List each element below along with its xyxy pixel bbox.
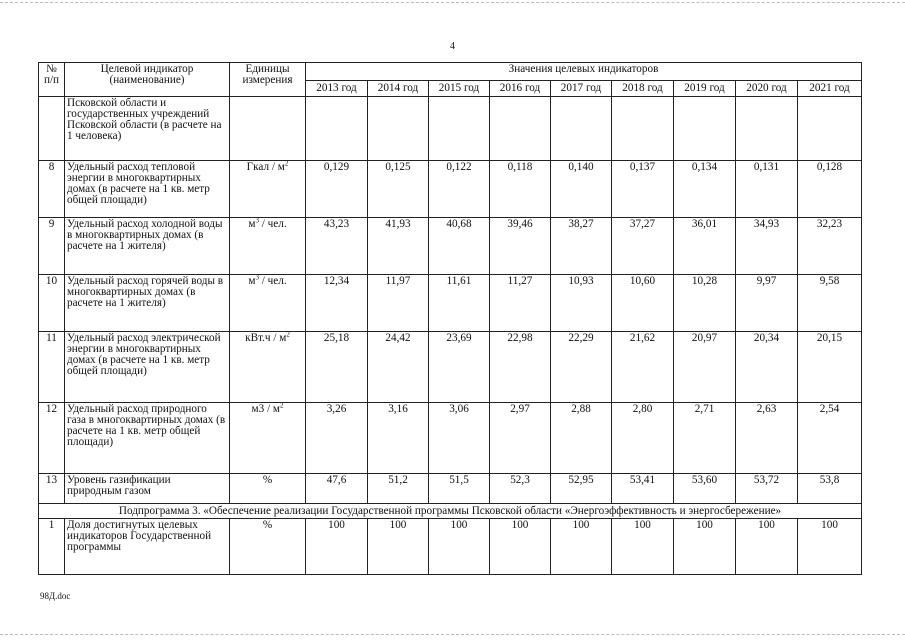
value-cell: 21,62: [612, 332, 674, 403]
indicator-name: Удельный расход природного газа в многоквартирных домах (в расчете на 1 кв. метр общей площади): [65, 403, 230, 474]
unit-text: Гкал / м: [246, 161, 285, 173]
unit-text: м3 / м: [251, 403, 280, 415]
value-cell: 0,134: [674, 161, 736, 218]
value-cell: 0,140: [551, 161, 612, 218]
value-cell: [306, 97, 368, 161]
row-number: 13: [39, 474, 65, 504]
value-cell: 20,97: [674, 332, 736, 403]
value-cell: 100: [736, 519, 798, 575]
indicator-name: Удельный расход горячей воды в многоквартирных домах (в расчете на 1 жителя): [65, 275, 230, 332]
value-cell: 51,5: [429, 474, 490, 504]
value-cell: 53,72: [736, 474, 798, 504]
value-cell: 2,88: [551, 403, 612, 474]
table-row: [39, 275, 862, 332]
value-cell: 10,93: [551, 275, 612, 332]
value-cell: 100: [490, 519, 551, 575]
table-row: [39, 161, 862, 218]
value-cell: 22,98: [490, 332, 551, 403]
unit-cell: %: [230, 519, 306, 575]
value-cell: 2,71: [674, 403, 736, 474]
value-cell: 38,27: [551, 218, 612, 275]
value-cell: 3,16: [368, 403, 429, 474]
header-year: 2020 год: [736, 81, 798, 97]
value-cell: 2,54: [798, 403, 862, 474]
indicators-table: [38, 62, 862, 575]
value-cell: 11,61: [429, 275, 490, 332]
value-cell: 20,34: [736, 332, 798, 403]
header-year: 2015 год: [429, 81, 490, 97]
unit-text: м: [248, 275, 256, 287]
header-year: 2016 год: [490, 81, 551, 97]
value-cell: 0,137: [612, 161, 674, 218]
value-cell: 0,131: [736, 161, 798, 218]
value-cell: 24,42: [368, 332, 429, 403]
indicator-name: Удельный расход холодной воды в многоквартирных домах (в расчете на 1 жителя): [65, 218, 230, 275]
value-cell: 10,60: [612, 275, 674, 332]
unit-cell: [230, 332, 306, 403]
value-cell: [490, 97, 551, 161]
value-cell: 0,125: [368, 161, 429, 218]
value-cell: 9,58: [798, 275, 862, 332]
row-number: [39, 97, 65, 161]
value-cell: 100: [368, 519, 429, 575]
header-year: 2019 год: [674, 81, 736, 97]
unit-tail: / чел.: [258, 218, 287, 230]
row-number: 1: [39, 519, 65, 575]
header-year: 2014 год: [368, 81, 429, 97]
value-cell: 39,46: [490, 218, 551, 275]
value-cell: [612, 97, 674, 161]
subprogram-title: Подпрограмма 3. «Обеспечение реализации Государственной программы Псковской области «Энергоэффективность и энергосбережение»: [39, 504, 862, 519]
table-row: [39, 403, 862, 474]
page-number: 4: [450, 41, 455, 52]
table-row: [39, 97, 862, 161]
value-cell: 43,23: [306, 218, 368, 275]
unit-superscript: 2: [279, 402, 284, 410]
value-cell: 100: [551, 519, 612, 575]
value-cell: [429, 97, 490, 161]
value-cell: 0,122: [429, 161, 490, 218]
value-cell: [798, 97, 862, 161]
subprogram-row: [39, 504, 862, 519]
unit-cell: [230, 474, 306, 504]
footer-filename: 98Д.doc: [40, 591, 71, 601]
row-number: 9: [39, 218, 65, 275]
value-cell: 37,27: [612, 218, 674, 275]
row-number: 8: [39, 161, 65, 218]
unit-cell: [230, 97, 306, 161]
indicator-name: Удельный расход тепловой энергии в многоквартирных домах (в расчете на 1 кв. метр общей площади): [65, 161, 230, 218]
unit-text: кВт.ч / м: [245, 332, 287, 344]
unit-tail: / чел.: [258, 275, 287, 287]
unit-text: %: [262, 474, 273, 486]
value-cell: 47,6: [306, 474, 368, 504]
indicator-name: Псковской области и государственных учреждений Псковской области (в расчете на 1 человека): [65, 97, 230, 161]
value-cell: [368, 97, 429, 161]
value-cell: 12,34: [306, 275, 368, 332]
table-row: [39, 332, 862, 403]
header-values-group: Значения целевых индикаторов: [306, 63, 862, 81]
value-cell: 100: [612, 519, 674, 575]
value-cell: 2,80: [612, 403, 674, 474]
table-row: [39, 218, 862, 275]
value-cell: 2,63: [736, 403, 798, 474]
value-cell: 100: [306, 519, 368, 575]
value-cell: 11,97: [368, 275, 429, 332]
header-units: Единицы измерения: [230, 63, 306, 97]
value-cell: 3,26: [306, 403, 368, 474]
table-row: [39, 474, 862, 504]
row-number: 12: [39, 403, 65, 474]
value-cell: 0,129: [306, 161, 368, 218]
header-number: № п/п: [39, 63, 65, 97]
value-cell: [674, 97, 736, 161]
value-cell: 22,29: [551, 332, 612, 403]
value-cell: 34,93: [736, 218, 798, 275]
value-cell: 2,97: [490, 403, 551, 474]
page-top-edge: [0, 2, 905, 3]
value-cell: 100: [798, 519, 862, 575]
value-cell: 0,118: [490, 161, 551, 218]
unit-cell: [230, 218, 306, 275]
table-row: [39, 519, 862, 575]
value-cell: 52,3: [490, 474, 551, 504]
value-cell: 23,69: [429, 332, 490, 403]
value-cell: 53,8: [798, 474, 862, 504]
value-cell: 51,2: [368, 474, 429, 504]
value-cell: 3,06: [429, 403, 490, 474]
value-cell: 20,15: [798, 332, 862, 403]
unit-cell: [230, 161, 306, 218]
value-cell: 53,41: [612, 474, 674, 504]
value-cell: [736, 97, 798, 161]
unit-superscript: 3: [255, 217, 259, 225]
page-bottom-edge: [0, 634, 905, 635]
value-cell: [551, 97, 612, 161]
value-cell: 100: [429, 519, 490, 575]
value-cell: 36,01: [674, 218, 736, 275]
unit-superscript: 3: [255, 274, 259, 282]
value-cell: 25,18: [306, 332, 368, 403]
row-number: 10: [39, 275, 65, 332]
indicator-name: Удельный расход электрической энергии в многоквартирных домах (в расчете на 1 кв. метр общей площади): [65, 332, 230, 403]
unit-cell: [230, 275, 306, 332]
header-indicator: Целевой индикатор (наименование): [65, 63, 230, 97]
unit-text: м: [248, 218, 256, 230]
header-year: 2021 год: [798, 81, 862, 97]
row-number: 11: [39, 332, 65, 403]
header-year: 2017 год: [551, 81, 612, 97]
value-cell: 40,68: [429, 218, 490, 275]
unit-superscript: 2: [286, 331, 290, 339]
value-cell: 41,93: [368, 218, 429, 275]
indicator-name: Уровень газификации природным газом: [65, 474, 230, 504]
value-cell: 9,97: [736, 275, 798, 332]
value-cell: 100: [674, 519, 736, 575]
unit-cell: [230, 403, 306, 474]
value-cell: 52,95: [551, 474, 612, 504]
unit-superscript: 2: [284, 160, 289, 168]
value-cell: 53,60: [674, 474, 736, 504]
indicator-name: Доля достигнутых целевых индикаторов Государственной программы: [65, 519, 230, 575]
value-cell: 32,23: [798, 218, 862, 275]
value-cell: 10,28: [674, 275, 736, 332]
header-year: 2013 год: [306, 81, 368, 97]
value-cell: 11,27: [490, 275, 551, 332]
header-year: 2018 год: [612, 81, 674, 97]
value-cell: 0,128: [798, 161, 862, 218]
